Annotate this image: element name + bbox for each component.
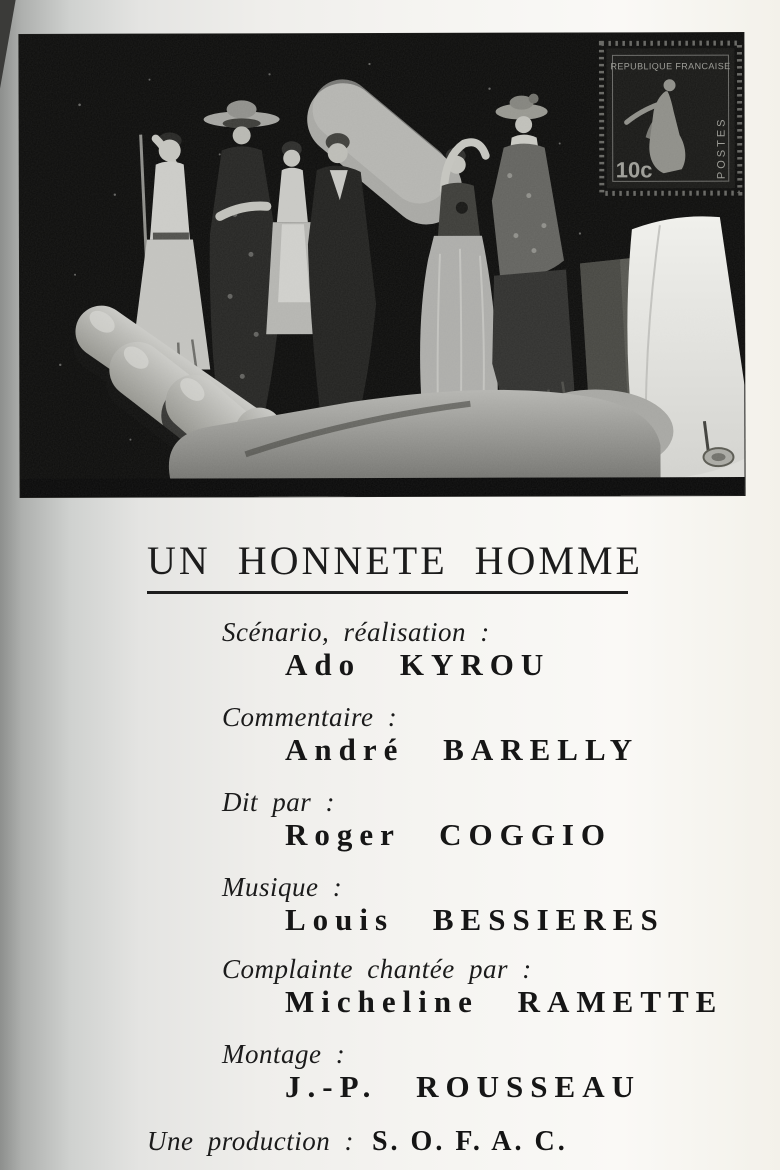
credit-row-dit-par [222, 786, 762, 852]
film-title: UN HONNETE HOMME [147, 538, 643, 583]
production-line [147, 1126, 568, 1158]
credit-name: Roger COGGIO [285, 817, 612, 852]
production-label: Une production : [147, 1126, 354, 1156]
credit-name: Louis BESSIERES [285, 902, 665, 937]
credit-row-commentaire [222, 701, 762, 767]
credit-name: Micheline RAMETTE [285, 984, 724, 1019]
credit-name: Ado KYROU [285, 647, 551, 682]
credit-row-scenario [222, 616, 762, 682]
production-company: S. O. F. A. C. [371, 1126, 568, 1157]
credit-role: Commentaire : [222, 702, 398, 732]
film-grain-overlay [19, 33, 744, 497]
credit-row-montage [222, 1038, 762, 1104]
credit-row-complainte [222, 953, 762, 1019]
scan-edge-artifact [0, 0, 21, 97]
credit-name: André BARELLY [285, 732, 640, 767]
credit-role: Dit par : [222, 787, 335, 817]
credit-role: Montage : [222, 1039, 346, 1069]
film-still-photo [19, 33, 744, 497]
credit-role: Musique : [222, 872, 343, 902]
credit-name: J.-P. ROUSSEAU [285, 1069, 641, 1104]
title-underline [147, 591, 628, 594]
credit-role: Complainte chantée par : [222, 954, 532, 984]
credit-row-musique [222, 871, 762, 937]
credit-role: Scénario, réalisation : [222, 617, 490, 647]
